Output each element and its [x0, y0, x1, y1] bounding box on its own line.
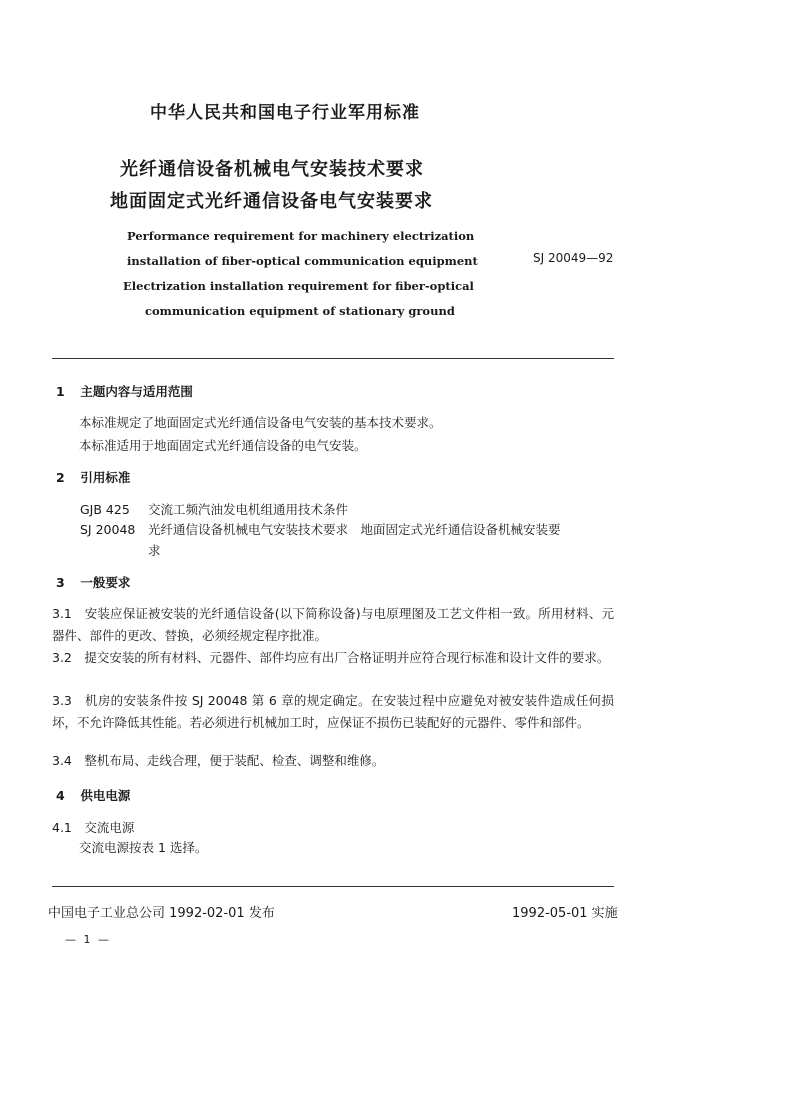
- issuing-organization-header: 中华人民共和国电子行业军用标准: [150, 103, 420, 123]
- section-title: 一般要求: [80, 575, 131, 590]
- header-divider: [52, 358, 614, 359]
- reference-item-2-continuation: 求: [148, 543, 161, 558]
- section-title: 主题内容与适用范围: [80, 384, 193, 399]
- english-title-line-2: installation of fiber-optical communication equipment: [127, 254, 478, 268]
- reference-item-1: [80, 500, 348, 518]
- section-3-heading: [56, 573, 130, 591]
- reference-title: 光纤通信设备机械电气安装技术要求 地面固定式光纤通信设备机械安装要: [148, 522, 561, 537]
- english-title-line-4: communication equipment of stationary ground: [145, 304, 455, 318]
- section-number: 2: [56, 470, 65, 485]
- effective-date-statement: 1992-05-01 实施: [512, 906, 618, 921]
- issue-statement: 中国电子工业总公司 1992-02-01 发布: [48, 906, 275, 921]
- chinese-title-line-2: 地面固定式光纤通信设备电气安装要求: [110, 191, 433, 212]
- section-number: 3: [56, 575, 65, 590]
- section-title: 供电电源: [80, 788, 131, 803]
- chinese-title-line-1: 光纤通信设备机械电气安装技术要求: [120, 159, 424, 180]
- reference-code: GJB 425: [80, 502, 130, 517]
- clause-4-1-text: 交流电源按表 1 选择。: [79, 840, 208, 855]
- clause-3-2: 3.2 提交安装的所有材料、元器件、部件均应有出厂合格证明并应符合现行标准和设计文件的要求。: [52, 650, 610, 665]
- english-title-line-1: Performance requirement for machinery electrization: [127, 229, 475, 243]
- section-1-paragraph-2: 本标准适用于地面固定式光纤通信设备的电气安装。: [79, 438, 367, 453]
- section-4-heading: [56, 786, 130, 804]
- clause-3-1: 3.1 安装应保证被安装的光纤通信设备(以下简称设备)与电原理图及工艺文件相一致。所用材料、元器件、部件的更改、替换，必须经规定程序批准。: [52, 606, 614, 643]
- clause-3-4: 3.4 整机布局、走线合理，便于装配、检查、调整和维修。: [52, 753, 385, 768]
- standard-code: SJ 20049—92: [533, 251, 614, 265]
- clause-4-1-title: 4.1 交流电源: [52, 820, 135, 835]
- section-number: 4: [56, 788, 65, 803]
- section-1-paragraph-1: 本标准规定了地面固定式光纤通信设备电气安装的基本技术要求。: [79, 415, 442, 430]
- clause-3-3: 3.3 机房的安装条件按 SJ 20048 第 6 章的规定确定。在安装过程中应避免对被安装件造成任何损坏，不允许降低其性能。若必须进行机械加工时，应保证不损伤已装配好的元器件、零件和部件。: [52, 693, 614, 730]
- section-2-heading: [56, 468, 130, 486]
- reference-title: 交流工频汽油发电机组通用技术条件: [148, 502, 349, 517]
- english-title-line-3: Electrization installation requirement for fiber-optical: [123, 279, 474, 293]
- page-number: — 1 —: [65, 933, 111, 946]
- section-title: 引用标准: [80, 470, 131, 485]
- section-1-heading: [56, 382, 193, 400]
- reference-item-2: [80, 520, 561, 538]
- reference-code: SJ 20048: [80, 522, 136, 537]
- footer-divider: [52, 886, 614, 887]
- section-number: 1: [56, 384, 65, 399]
